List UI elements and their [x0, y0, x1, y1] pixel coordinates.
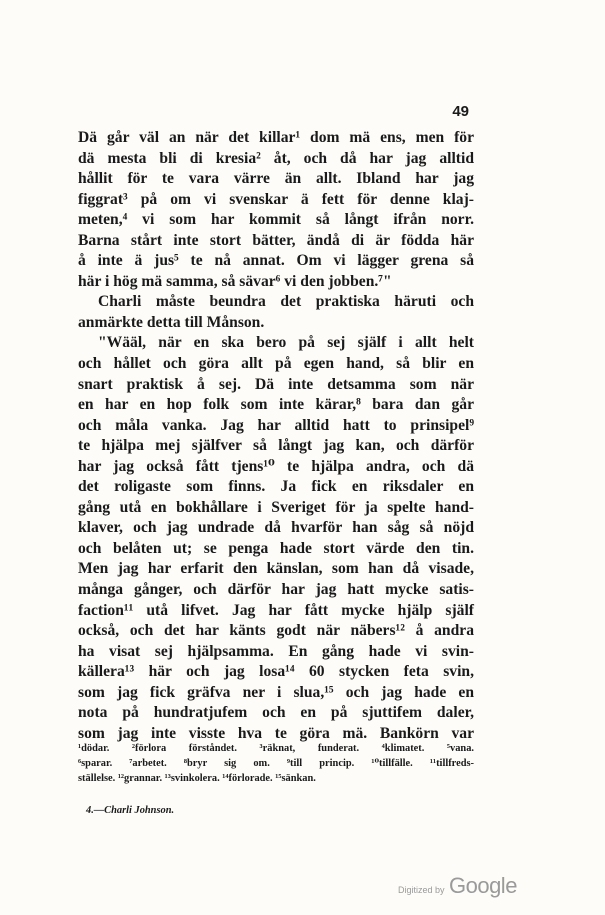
text-line: Charli måste beundra det praktiska häruti och — [98, 293, 474, 311]
watermark-brand: Google — [448, 873, 517, 898]
text-line: anmärkte detta till Månson. — [78, 313, 265, 331]
text-line: å inte ä jus⁵ te nå annat. Om vi lägger grena så — [78, 252, 474, 270]
digitized-watermark — [398, 873, 517, 899]
text-line: te hjälpa mej själfver så långt jag kan, och därför — [78, 437, 474, 455]
text-line: här i hög mä samma, så sävar⁶ vi den jobben.⁷" — [78, 272, 392, 290]
text-line: det roligaste som finns. Ja fick en riksdaler en — [78, 478, 474, 496]
text-line: figgrat³ på om vi svenskar ä fett för denne klaj- — [78, 190, 474, 208]
text-line: Dä går väl an när det killar¹ dom mä ens, men för — [78, 129, 474, 146]
text-line: faction¹¹ utå lifvet. Jag har fått mycke hjälp själf — [78, 601, 474, 619]
body-text — [78, 128, 474, 744]
text-line: Men jag har erfarit den känslan, som han då visade, — [78, 560, 474, 578]
text-line: ha visat sej hjälpsamma. En gång hade vi svin- — [78, 642, 474, 660]
page-number: 49 — [452, 103, 469, 120]
text-line: "Wääl, när en ska bero på sej själf i allt helt — [98, 334, 474, 352]
text-line: en har en hop folk som inte kärar,⁸ bara dan går — [78, 396, 474, 414]
text-line: och måla vanka. Jag har alltid hatt to prinsipel⁹ — [78, 416, 474, 434]
text-line: och belåten ut; se penga hade stort värde den tin. — [78, 539, 474, 557]
text-line: som jag fick gräfva ner i slua,¹⁵ och jag hade en — [78, 683, 474, 701]
text-line: många gånger, och därför har jag hatt mycke satis- — [78, 581, 474, 599]
text-line: nota på hundratjufem och en på sjuttifem daler, — [78, 704, 474, 722]
signature: 4.—Charli Johnson. — [86, 805, 175, 816]
footnote-line: ⁶sparar. ⁷arbetet. ⁸bryr sig om. ⁹till princip. ¹⁰tillfälle. ¹¹tillfreds- — [78, 758, 474, 769]
text-line: och hållet och göra allt på egen hand, så blir en — [78, 355, 474, 373]
footnote-line: ¹dödar. ²förlora förståndet. ³räknat, funderat. ⁴klimatet. ⁵vana. — [78, 743, 474, 754]
text-line: gång utå en bokhållare i Sveriget för ja spelte hand- — [78, 498, 474, 516]
text-line: har jag också fått tjens¹⁰ te hjälpa andra, och dä — [78, 457, 474, 475]
text-line: klaver, och jag undrade då hvarför han såg så nöjd — [78, 519, 474, 537]
text-line: Barna stårt inte stort bätter, ändå di är födda här — [78, 231, 474, 249]
text-line: snart praktisk å sej. Dä inte detsamma som när — [78, 375, 474, 393]
text-line: dä mesta bli di kresia² åt, och då har jag alltid — [78, 149, 474, 167]
footnote-line: ställelse. ¹²grannar. ¹³svinkolera. ¹⁴förlorade. ¹⁵sänkan. — [78, 773, 316, 784]
text-line: meten,⁴ vi som har kommit så långt ifrån norr. — [78, 211, 474, 229]
text-line: källera¹³ här och jag losa¹⁴ 60 stycken feta svin, — [78, 663, 474, 681]
text-line: också, och det har känts godt när näbers¹² å andra — [78, 622, 474, 640]
watermark-prefix: Digitized by — [398, 885, 445, 895]
text-line: som jag inte visste hva te göra mä. Bankörn var — [78, 724, 474, 742]
footnotes — [78, 741, 474, 786]
text-line: hållit för te vara värre än allt. Ibland har jag — [78, 170, 474, 188]
